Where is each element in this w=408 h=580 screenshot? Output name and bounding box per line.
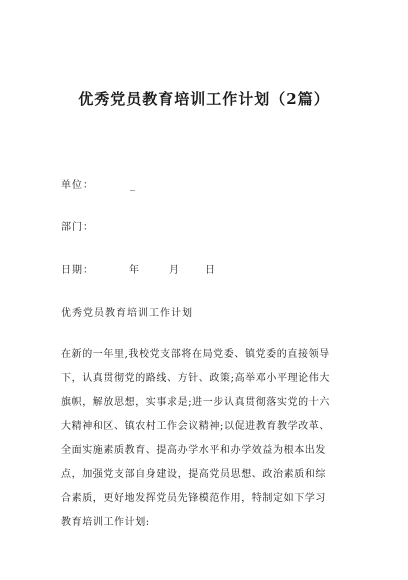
paragraph-line: 点，加强党支部自身建设，提高党员思想、政治素质和综 [61, 469, 326, 480]
paragraph-line: 教育培训工作计划: [61, 517, 150, 528]
year-label: 年 [129, 265, 140, 276]
dept-label: 部门： [61, 222, 94, 233]
dept-field [61, 218, 94, 233]
day-label: 日 [205, 265, 216, 276]
document-subtitle: 优秀党员教育培训工作计划 [61, 308, 193, 319]
date-label: 日期： [61, 265, 94, 276]
paragraph-line: 旗帜，解放思想，实事求是;进一步认真贯彻落实党的十六 [61, 397, 330, 408]
unit-field [61, 176, 136, 191]
document-title: 优秀党员教育培训工作计划（2篇） [78, 90, 330, 108]
paragraph-line: 在新的一年里,我校党支部将在局党委、镇党委的直接领导 [61, 349, 330, 360]
paragraph-line: 全面实施素质教育、提高办学水平和办学效益为根本出发 [61, 445, 326, 456]
month-label: 月 [169, 265, 180, 276]
unit-value: _ [130, 180, 136, 191]
paragraph-line: 合素质，更好地发挥党员先锋模范作用，特制定如下学习 [61, 493, 326, 504]
unit-label: 单位： [61, 180, 94, 191]
paragraph-line: 下，认真贯彻党的路线、方针、政策;高举邓小平理论伟大 [61, 373, 330, 384]
paragraph-line: 大精神和区、镇农村工作会议精神;以促进教育教学改革、 [61, 421, 330, 432]
